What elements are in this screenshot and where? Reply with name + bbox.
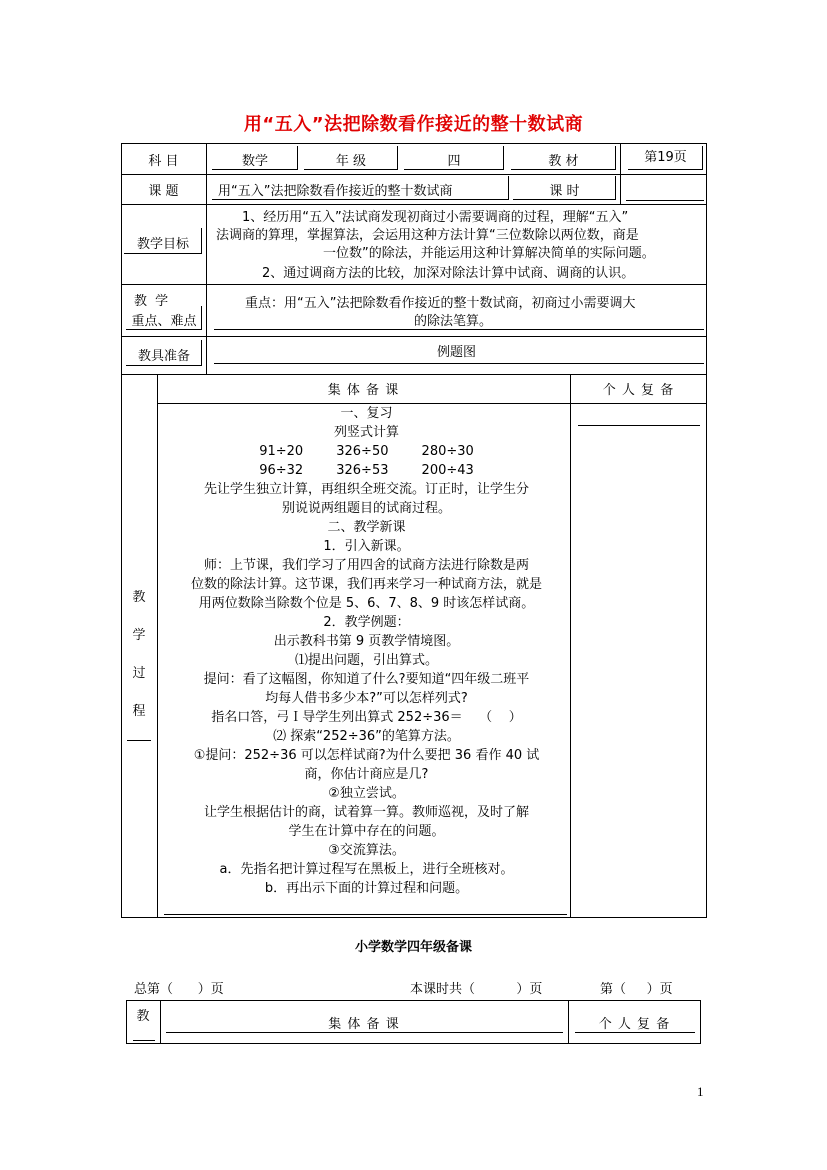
materials-underline <box>214 363 704 364</box>
textbook-label: 教 材 <box>548 154 579 169</box>
topic-label: 课 题 <box>148 184 179 199</box>
topic-value: 用“五入”法把除数看作接近的整十数试商 <box>218 184 453 199</box>
process-line: 出示教科书第 9 页教学情境图。 <box>273 634 460 649</box>
process-line: 91÷20 326÷50 280÷30 <box>259 444 474 459</box>
footer-label-underline <box>133 1040 155 1041</box>
row-divider <box>121 284 707 285</box>
process-line: ②独立尝试。 <box>328 786 405 801</box>
page-title: 用“五入”法把除数看作接近的整十数试商 <box>243 114 584 135</box>
process-line: 学生在计算中存在的问题。 <box>288 824 445 839</box>
process-line: 指名口答，弓Ｉ导学生列出算式 252÷36＝ （ ） <box>211 710 522 725</box>
key-points-line-2: 的除法笔算。 <box>414 314 493 329</box>
subject-label: 科 目 <box>148 154 179 169</box>
grade-value: 四 <box>447 154 461 169</box>
process-line: b．再出示下面的计算过程和问题。 <box>264 881 469 896</box>
process-line: 用两位数除当除数个位是 5、6、7、8、9 时该怎样试商。 <box>198 596 535 611</box>
goals-line-2: 法调商的算理，掌握算法，会运用这种方法计算“三位数除以两位数，商是 <box>216 228 639 243</box>
process-line: 二、教学新课 <box>327 520 406 535</box>
lesson-pages: 本课时共（ ）页 <box>410 982 543 997</box>
materials-label: 教具准备 <box>137 349 190 364</box>
footer-heading: 小学数学四年级备课 <box>354 940 472 955</box>
row-divider <box>121 374 707 375</box>
process-line: ③交流算法。 <box>328 843 405 858</box>
goals-line-4: 2、通过调商方法的比较，加深对除法计算中试商、调商的认识。 <box>262 266 635 281</box>
process-content <box>164 404 569 898</box>
subject-value: 数学 <box>241 154 268 169</box>
total-pages: 总第（ ）页 <box>134 982 224 997</box>
process-label-1: 教 <box>132 590 146 605</box>
footer-collective-underline <box>166 1032 563 1033</box>
process-line: 一、复习 <box>340 406 393 421</box>
process-line: 2．教学例题： <box>323 615 410 630</box>
process-line: 别说说两组题目的试商过程。 <box>281 501 451 516</box>
process-line: 师：上节课，我们学习了用四舍的试商方法进行除数是两 <box>203 558 529 573</box>
process-line: 提问：看了这幅图，你知道了什么?要知道“四年级二班平 <box>203 672 530 687</box>
footer-personal-underline <box>575 1032 695 1033</box>
goals-line-1: 1、经历用“五入”法试商发现初商过小需要调商的过程，理解“五入” <box>242 210 629 225</box>
footer-teach-label: 教 <box>136 1009 150 1024</box>
process-line: ⑴提出问题，引出算式。 <box>294 653 438 668</box>
process-line: 均每人借书多少本?”可以怎样列式? <box>265 691 468 706</box>
key-points-label-2: 重点、难点 <box>131 314 197 329</box>
personal-header: 个 人 复 备 <box>602 383 675 398</box>
process-label-3: 过 <box>132 666 146 681</box>
value-column-divider <box>620 143 621 204</box>
process-line: 列竖式计算 <box>333 425 399 440</box>
process-bottom-line <box>164 914 567 915</box>
process-line: 96÷32 326÷53 200÷43 <box>259 463 474 478</box>
process-line: 让学生根据估计的商，试着算一算。教师巡视，及时了解 <box>203 805 529 820</box>
process-line: ⑵ 探索“252÷36”的笔算方法。 <box>273 729 460 744</box>
process-line: 位数的除法计算。这节课，我们再来学习一种试商方法，就是 <box>190 577 542 592</box>
footer-collective-header: 集 体 备 课 <box>328 1017 400 1032</box>
goals-line-3: 一位数”的除法，并能运用这种计算解决简单的实际问题。 <box>323 246 655 261</box>
hours-value-line <box>626 200 704 201</box>
materials-value: 例题图 <box>436 345 476 360</box>
process-line: 1．引入新课。 <box>323 539 410 554</box>
key-points-underline <box>214 329 704 330</box>
page-number: 1 <box>697 1084 704 1099</box>
process-label-2: 学 <box>132 628 146 643</box>
process-line: 商，你估计商应是几? <box>304 767 429 782</box>
row-divider <box>121 204 707 205</box>
hours-label: 课 时 <box>549 184 580 199</box>
process-label-4: 程 <box>132 704 146 719</box>
textbook-value: 第19页 <box>644 150 687 165</box>
process-line: a．先指名把计算过程写在黑板上，进行全班核对。 <box>219 862 514 877</box>
footer-personal-header: 个 人 复 备 <box>598 1017 671 1032</box>
process-line: ①提问：252÷36 可以怎样试商?为什么要把 36 看作 40 试 <box>193 748 540 763</box>
label-column-divider <box>206 143 207 374</box>
process-label-divider <box>157 374 158 918</box>
personal-note-line <box>578 425 700 426</box>
collective-header: 集 体 备 课 <box>327 383 400 398</box>
key-points-label-1: 教 学 <box>134 294 171 309</box>
page-count: 第（ ）页 <box>600 982 673 997</box>
personal-column-divider <box>570 374 571 918</box>
row-divider <box>121 336 707 337</box>
goals-label: 教学目标 <box>136 237 189 252</box>
process-label-underline <box>127 740 151 741</box>
key-points-line-1: 重点：用“五入”法把除数看作接近的整十数试商，初商过小需要调大 <box>245 296 636 311</box>
process-line: 先让学生独立计算，再组织全班交流。订正时，让学生分 <box>203 482 529 497</box>
grade-label: 年 级 <box>335 154 367 169</box>
